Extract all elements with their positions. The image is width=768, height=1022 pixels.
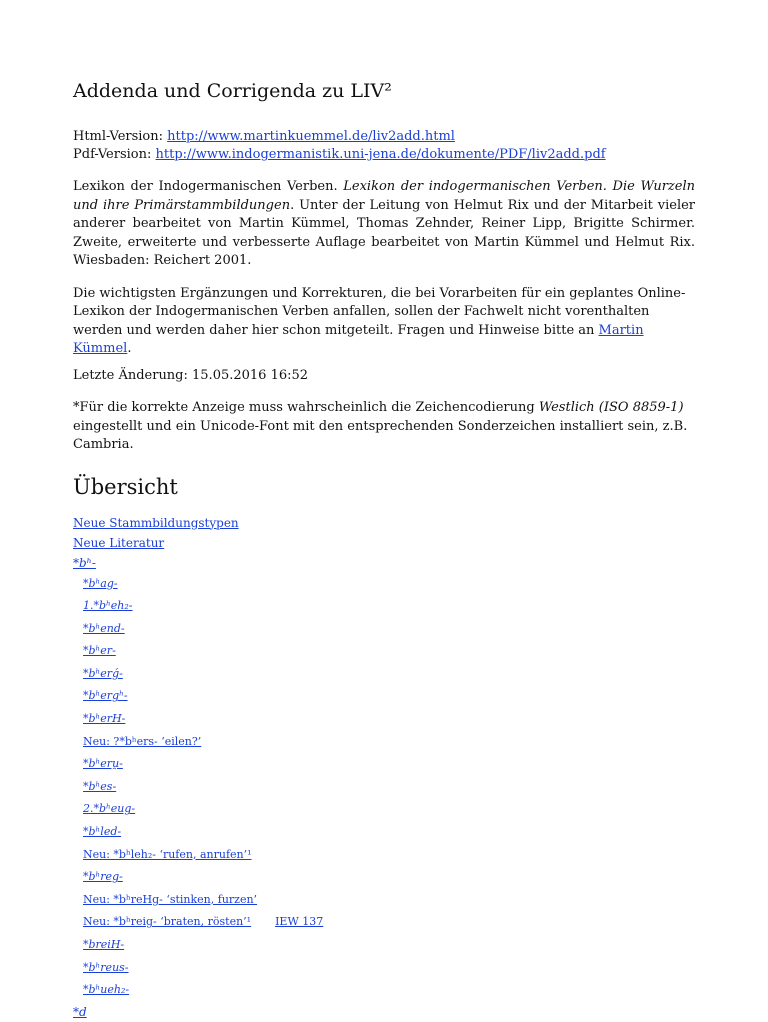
html-version-line — [73, 128, 695, 146]
toc-entry[interactable]: 2.*bʰeug- — [83, 802, 136, 816]
html-version-label: Html-Version: — [73, 129, 168, 144]
intro-text: Die wichtigsten Ergänzungen und Korrekturen, die bei Vorarbeiten für ein geplantes Online-Lexikon der Indogermanischen Verben anfallen, sollen der Fachwelt nicht vorenthalten werden und werden daher hier schon mitgeteilt. Fragen und Hinweise bitte an — [73, 285, 686, 338]
citation-title: Lexikon der indogermanischen Verben. Die Wurzeln und ihre Primärstammbildungen — [73, 179, 695, 213]
toc-entry-new[interactable]: Neu: *bʰreig- ‘braten, rösten’¹ — [83, 915, 252, 929]
pdf-version-link[interactable]: http://www.indogermanistik.uni-jena.de/dokumente/PDF/liv2add.pdf — [155, 147, 606, 162]
toc-entry[interactable]: *bʰes- — [83, 779, 117, 793]
iew-reference-link[interactable]: IEW 137 — [275, 915, 324, 929]
note-pre: *Für die korrekte Anzeige muss wahrscheinlich die Zeichencodierung — [73, 400, 539, 415]
document-page — [73, 80, 695, 1022]
citation-rest: . Unter der Leitung von Helmut Rix und der Mitarbeit vieler anderer bearbeitet von Martin Kümmel, Thomas Zehnder, Reiner Lipp, Brigitte Schirmer. Zweite, erweiterte und verbesserte Auflage bearbeitet von Martin Kümmel und Helmut Rix. Wiesbaden: Reichert 2001. — [73, 197, 696, 268]
toc-entry-new[interactable]: Neu: *bʰreHg- ‘stinken, furzen’ — [83, 892, 258, 906]
toc-entry[interactable]: *bʰer- — [83, 644, 116, 658]
overview-heading: Übersicht — [73, 474, 178, 499]
toc-entry[interactable]: *bʰergʰ- — [83, 689, 128, 703]
toc-entry[interactable]: *bʰag- — [83, 576, 118, 590]
contact-link[interactable]: Martin Kümmel — [73, 322, 644, 356]
page-title: Addenda und Corrigenda zu LIV² — [73, 80, 392, 102]
toc-entry[interactable]: 1.*bʰeh₂- — [83, 599, 133, 613]
toc-entry[interactable]: *bʰled- — [83, 825, 122, 839]
toc-entry[interactable]: *bʰerH- — [83, 712, 126, 726]
toc-link-new-stem-types[interactable]: Neue Stammbildungstypen — [73, 515, 239, 530]
toc-entry-new[interactable]: Neu: *bʰleh₂- ‘rufen, anrufen’¹ — [83, 847, 252, 861]
toc-link-bh[interactable]: *bʰ- — [73, 555, 96, 570]
toc-entry[interactable]: *breiH- — [83, 938, 125, 951]
pdf-version-label: Pdf-Version: — [73, 147, 156, 162]
toc-link-d[interactable]: *d — [73, 1004, 87, 1019]
toc-entry[interactable]: *bʰeru̯- — [83, 757, 123, 771]
pdf-version-line — [73, 146, 695, 164]
toc-link-new-literature[interactable]: Neue Literatur — [73, 535, 165, 550]
toc-entry[interactable]: *bʰueh₂- — [83, 983, 130, 997]
last-change: Letzte Änderung: 15.05.2016 16:52 — [73, 367, 309, 383]
note-post: eingestellt und ein Unicode-Font mit den entsprechenden Sonderzeichen installiert sein, z.B. Cambria. — [73, 418, 688, 452]
toc-entry-new[interactable]: Neu: ?*bʰers- ‘eilen?’ — [83, 734, 202, 748]
citation-lead: Lexikon der Indogermanischen Verben. — [73, 179, 344, 194]
toc-row-with-reference — [73, 911, 695, 934]
toc-entry[interactable]: *bʰreg- — [83, 870, 123, 884]
toc-entry[interactable]: *bʰerǵ- — [83, 666, 123, 680]
citation-paragraph — [73, 178, 695, 271]
html-version-link[interactable]: http://www.martinkuemmel.de/liv2add.html — [167, 129, 455, 144]
toc-entry[interactable]: *bʰreus- — [83, 960, 129, 974]
encoding-note — [73, 399, 695, 455]
intro-end: . — [127, 341, 132, 356]
toc-entry[interactable]: *bʰend- — [83, 621, 125, 635]
toc — [73, 513, 695, 1022]
note-encoding: Westlich (ISO 8859-1) — [538, 400, 684, 415]
intro-paragraph — [73, 285, 695, 359]
